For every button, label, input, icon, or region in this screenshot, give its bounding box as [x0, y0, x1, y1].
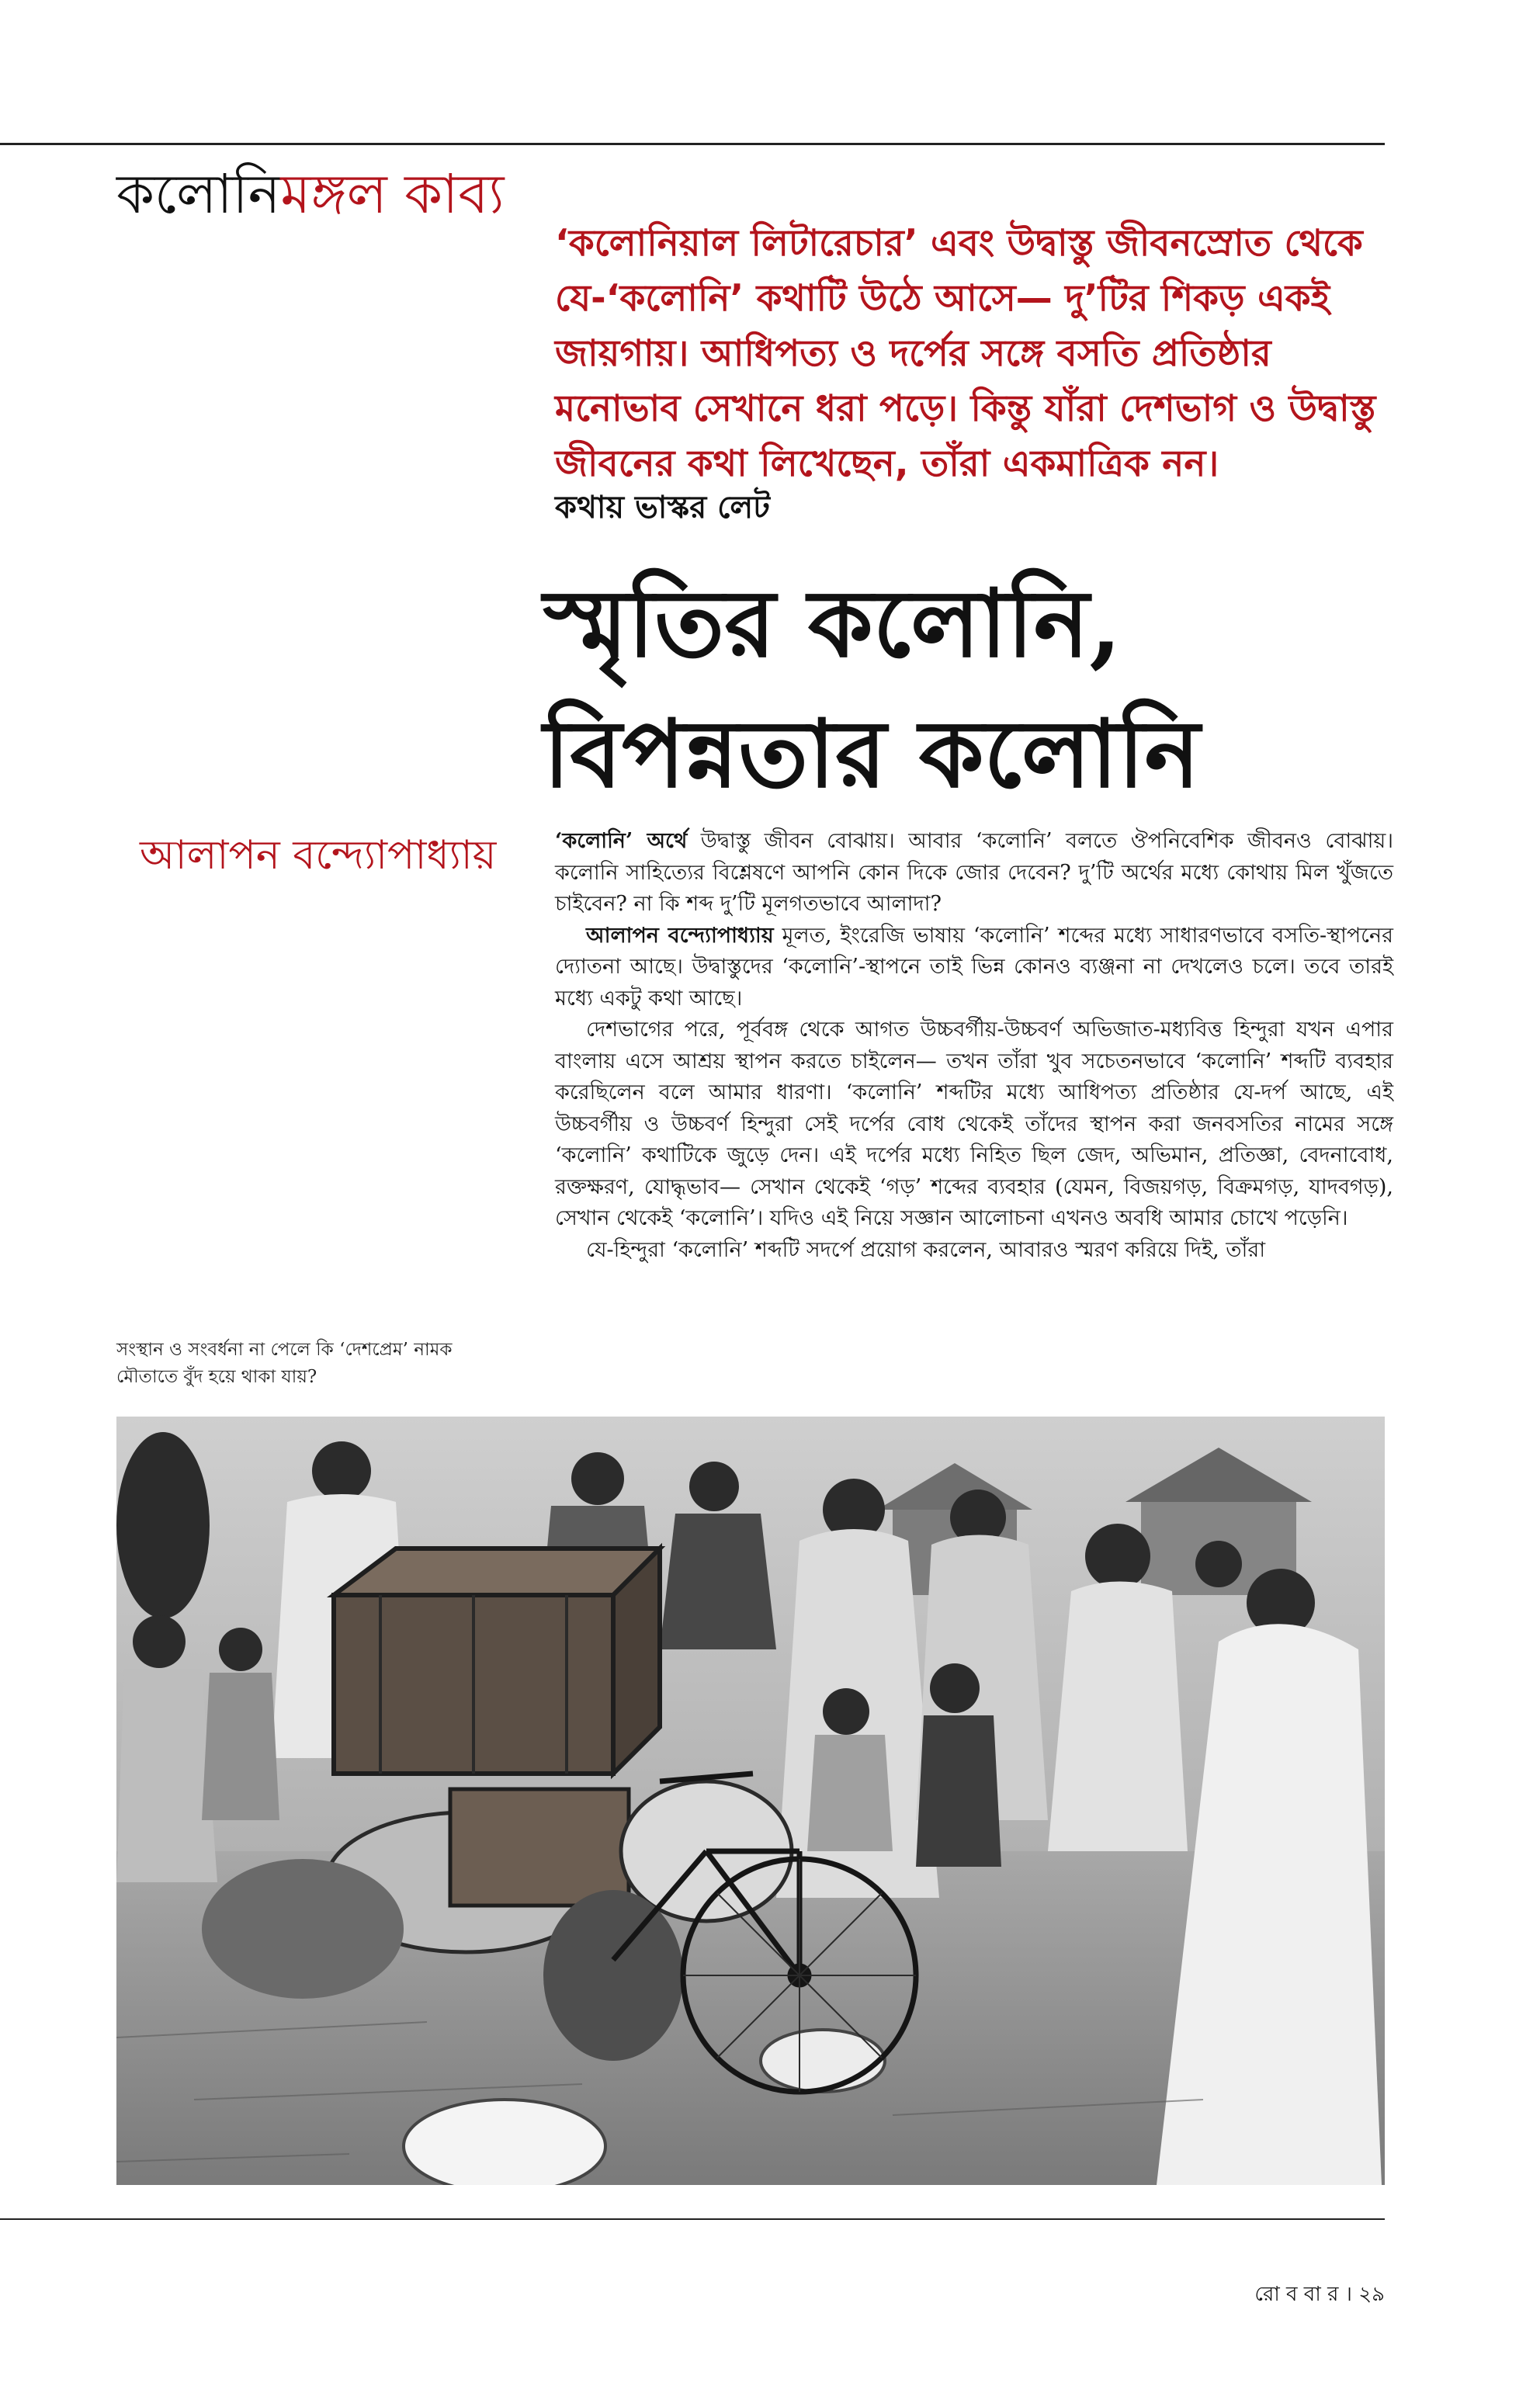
- body-paragraph-2: দেশভাগের পরে, পূর্ববঙ্গ থেকে আগত উচ্চবর্গীয়-উচ্চবর্ণ অভিজাত-মধ্যবিত্ত হিন্দুরা যখন এপার বাংলায় এসে আশ্রয় স্থাপন করতে চাইলেন— তখন তাঁরা খুব সচেতনভাবে ‘কলোনি’ শব্দটি ব্যবহার করেছিলেন বলে আমার ধারণা। ‘কলোনি’ শব্দটির মধ্যে আধিপত্য প্রতিষ্ঠার যে-দর্প আছে, এই উচ্চবর্গীয় ও উচ্চবর্ণ হিন্দুরা সেই দর্পের বোধ থেকেই তাঁদের স্থাপন করা জনবসতির নামের সঙ্গে ‘কলোনি’ কথাটিকে জুড়ে দেন। এই দর্পের মধ্যে নিহিত ছিল জেদ, অভিমান, প্রতিজ্ঞা, বেদনাবোধ, রক্তক্ষরণ, যোদ্ধৃভাব— সেখান থেকেই ‘গড়’ শব্দের ব্যবহার (যেমন, বিজয়গড়, বিক্রমগড়, যাদবগড়), সেখান থেকেই ‘কলোনি’। যদিও এই নিয়ে সজ্ঞান আলোচনা এখনও অবধি আমার চোখে পড়েনি।: [555, 1018, 1393, 1230]
- page-number: ২৯: [1358, 2283, 1385, 2306]
- section-label-part1: কলোনি: [116, 162, 281, 226]
- standfirst-text: ‘কলোনিয়াল লিটারেচার’ এবং উদ্বাস্তু জীবনস্রোত থেকে যে-‘কলোনি’ কথাটি উঠে আসে— দু’টির শিকড় একই জায়গায়। আধিপত্য ও দর্পের সঙ্গে বসতি প্রতিষ্ঠার মনোভাব সেখানে ধরা পড়ে। কিন্তু যাঁরা দেশভাগ ও উদ্বাস্তু জীবনের কথা লিখেছেন, তাঁরা একমাত্রিক নন।: [555, 222, 1376, 485]
- section-label-part2: মঙ্গল কাব্য: [280, 162, 505, 226]
- question-lead: ‘কলোনি’ অর্থে: [555, 829, 688, 853]
- headline: [543, 559, 1397, 820]
- bottom-rule: [0, 2218, 1385, 2220]
- interview-credit: কথায় ভাস্কর লেট: [555, 490, 770, 525]
- publication-name: রো ব বা র: [1254, 2283, 1339, 2306]
- section-label: [116, 155, 505, 233]
- answer-paragraph: [555, 921, 1393, 1015]
- standfirst: [555, 216, 1393, 491]
- refugee-photo-illustration: [116, 1417, 1385, 2185]
- author-name: আলাপন বন্দ্যোপাধ্যায়: [140, 832, 497, 879]
- page-folio: [1254, 2279, 1385, 2310]
- refugee-photo: [116, 1417, 1385, 2185]
- article-body: [555, 826, 1393, 1266]
- headline-line1: স্মৃতির কলোনি,: [543, 569, 1122, 678]
- answer-lead: আলাপন বন্দ্যোপাধ্যায়: [586, 923, 774, 948]
- photo-caption: সংস্থান ও সংবর্ধনা না পেলে কি ‘দেশপ্রেম’ নামক মৌতাতে বুঁদ হয়ে থাকা যায়?: [116, 1340, 453, 1387]
- folio-separator: ।: [1344, 2283, 1352, 2306]
- top-rule: [0, 143, 1385, 145]
- question-paragraph: [555, 826, 1393, 921]
- answer-text: মূলত, ইংরেজি ভাষায় ‘কলোনি’ শব্দের মধ্যে সাধারণভাবে বসতি-স্থাপনের দ্যোতনা আছে। উদ্বাস্তুদের ‘কলোনি’-স্থাপনে তাই ভিন্ন কোনও ব্যঞ্জনা না দেখলেও চলে। তবে তারই মধ্যে একটু কথা আছে।: [555, 923, 1393, 1011]
- headline-line2: বিপন্নতার কলোনি: [543, 699, 1201, 809]
- question-text: উদ্বাস্তু জীবন বোঝায়। আবার ‘কলোনি’ বলতে ঔপনিবেশিক জীবনও বোঝায়। কলোনি সাহিত্যের বিশ্লেষণে আপনি কোন দিকে জোর দেবেন? দু’টি অর্থের মধ্যে কোথায় মিল খুঁজতে চাইবেন? না কি শব্দ দু’টি মূলগতভাবে আলাদা?: [555, 829, 1393, 916]
- body-paragraph-3: যে-হিন্দুরা ‘কলোনি’ শব্দটি সদর্পে প্রয়োগ করলেন, আবারও স্মরণ করিয়ে দিই, তাঁরা: [586, 1237, 1266, 1262]
